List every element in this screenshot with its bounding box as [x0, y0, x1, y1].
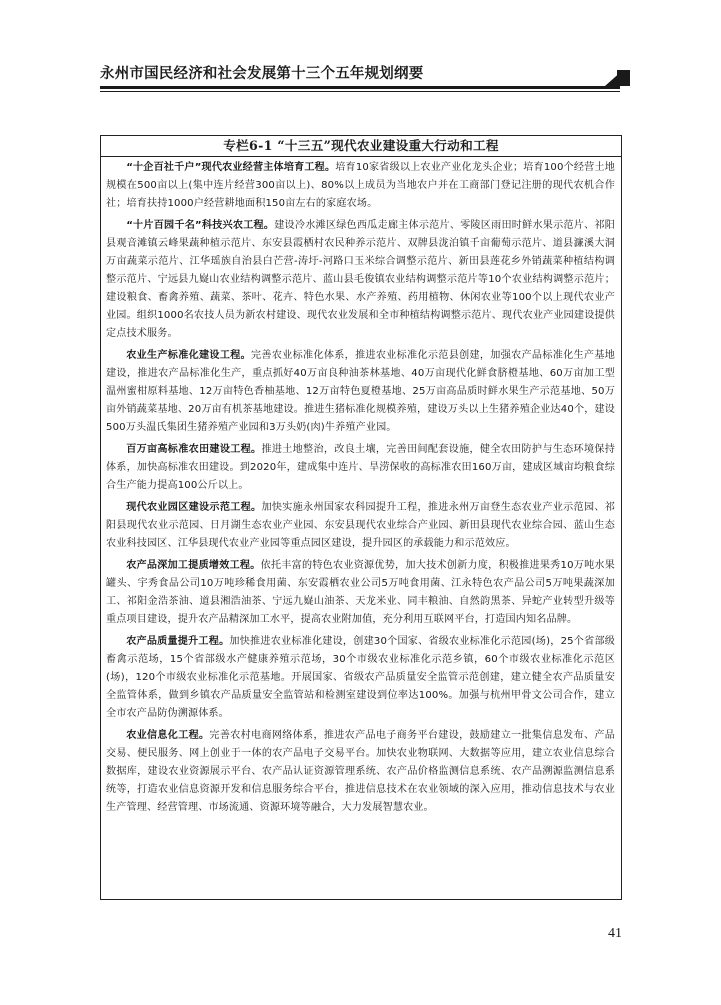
- paragraph-lead: “十企百社千户”现代农业经营主体培育工程。: [126, 162, 336, 173]
- paragraph-informatization: [106, 727, 615, 817]
- paragraph-text: 加快推进农业标准化建设，创建30个国家、省级农业标准化示范园(场)，25个省部级畜禽示范场，15个省部级水产健康养殖示范场，30个市级农业标准化示范乡镇，60个市级农业标准化示范区(场)，120个市级农业标准化示范基地。开展国家、省级农产品质量安全监管示范创建，建立健全农产品质量安全监管体系，做到乡镇农产品质量安全监管站和检测室建设到位率达100%。加强与杭州甲骨文公司合作，建立全市农产品防伪溯源体系。: [106, 636, 616, 719]
- paragraph-lead: 农产品深加工提质增效工程。: [126, 560, 261, 571]
- paragraph-management-entities: [106, 159, 615, 213]
- header-tab-block: [617, 70, 630, 86]
- paragraph-farmland: [106, 441, 615, 495]
- paragraph-lead: 现代农业园区建设示范工程。: [126, 502, 262, 513]
- document-title: 永州市国民经济和社会发展第十三个五年规划纲要: [100, 65, 424, 82]
- paragraph-quality: [106, 633, 615, 723]
- paragraph-lead: 百万亩高标准农田建设工程。: [126, 444, 262, 455]
- paragraph-standardization: [106, 347, 615, 437]
- paragraph-text: 完善农业标准化体系，推进农业标准化示范县创建，加强农产品标准化生产基地建设，推进农产品标准化生产，重点抓好40万亩良种油茶林基地、40万亩现代化鲜食脐橙基地、60万亩加工型温州蜜柑原料基地、12万亩特色香柚基地、12万亩特色夏橙基地、25万亩高品质时鲜水果生产示范基地、50万亩外销蔬菜基地、20万亩有机茶基地建设。推进生猪标准化规模养殖，建设万头以上生猪养殖企业达40个，建设500万头温氏集团生猪养殖产业园和3万头奶(肉)牛养殖产业园。: [106, 350, 615, 433]
- paragraph-processing: [106, 557, 615, 629]
- paragraph-lead: “十片百园千名”科技兴农工程。: [126, 220, 275, 231]
- box-title: 专栏6-1 “十三五”现代农业建设重大行动和工程: [101, 136, 621, 157]
- running-header: [100, 60, 630, 92]
- paragraph-text: 培育10家省级以上农业产业化龙头企业；培育100个经营土地规模在500亩以上(集中连片经营300亩以上)、80%以上成员为当地农户并在工商部门登记注册的现代农机合作社；培育扶持1000户经营耕地面积150亩左右的家庭农场。: [106, 162, 615, 209]
- box-body: [101, 157, 621, 817]
- paragraph-text: 推进土地整治，改良土壤，完善田间配套设施，健全农田防护与生态环境保持体系，加快高标准农田建设。到2020年，建成集中连片、旱涝保收的高标准农田160万亩，建成区域亩均粮食综合生产能力提高100公斤以上。: [106, 444, 615, 491]
- sidebar-box: [100, 135, 622, 900]
- paragraph-lead: 农业信息化工程。: [126, 730, 210, 741]
- header-rule-thick: [100, 86, 620, 89]
- paragraph-text: 完善农村电商网络体系，推进农产品电子商务平台建设，鼓励建立一批集信息发布、产品交易、便民服务、网上创业于一体的农产品电子交易平台。加快农业物联网、大数据等应用，建立农业信息综合数据库，建设农业资源展示平台、农产品认证资源管理系统、农产品价格监测信息系统、农产品溯源监测信息系统等，打造农业信息资源开发和信息服务综合平台，推进信息技术在农业领域的深入应用，推动信息技术与农业生产管理、经营管理、市场流通、资源环境等融合，大力发展智慧农业。: [106, 730, 615, 813]
- paragraph-text: 加快实施永州国家农科园提升工程，推进永州万亩登生态农业产业示范园、祁阳县现代农业示范园、日月湖生态农业产业园、东安县现代农业综合产业园、新田县现代农业综合园、蓝山生态农业科技园区、江华县现代农业产业园等重点园区建设，提升园区的承载能力和示范效应。: [106, 502, 615, 549]
- paragraph-lead: 农业生产标准化建设工程。: [126, 350, 252, 361]
- header-rule-thin: [100, 91, 620, 92]
- paragraph-text: 建设冷水滩区绿色西瓜走廊主体示范片、零陵区雨田时鲜水果示范片、祁阳县观音滩镇云峰果蔬种植示范片、东安县霞栖村农民种养示范片、双牌县泷泊镇千亩葡萄示范片、道县濂溪大洞万亩蔬菜示范片、江华瑶族自治县白芒营-涛圩-河路口玉米综合调整示范片、新田县莲花乡外销蔬菜种植结构调整示范片、宁远县九嶷山农业结构调整示范片、蓝山县毛俊镇农业结构调整示范片等10个农业结构调整示范片；建设粮食、畜禽养殖、蔬菜、茶叶、花卉、特色水果、水产养殖、药用植物、休闲农业等100个以上现代农业产业园。组织1000名农技人员为新农村建设、现代农业发展和全市种植结构调整示范片、现代农业产业园建设提供定点技术服务。: [106, 220, 615, 339]
- paragraph-lead: 农产品质量提升工程。: [126, 636, 230, 647]
- paragraph-parks: [106, 499, 615, 553]
- page-number: 41: [608, 926, 622, 941]
- paragraph-tech-agriculture: [106, 217, 615, 343]
- paragraph-text: 依托丰富的特色农业资源优势，加大技术创新力度，积极推进果秀10万吨水果罐头、宇秀食品公司10万吨珍稀食用菌、东安霞栖农业公司5万吨食用菌、江永特色农产品公司5万吨果蔬深加工、祁阳金浩茶油、道县湘浩油茶、宁远九嶷山油茶、天龙米业、同丰粮油、自然韵黑茶、异蛇产业转型升级等重点项目建设，提升农产品精深加工水平，提高农业附加值，充分利用互联网平台，打造国内知名品牌。: [106, 560, 616, 625]
